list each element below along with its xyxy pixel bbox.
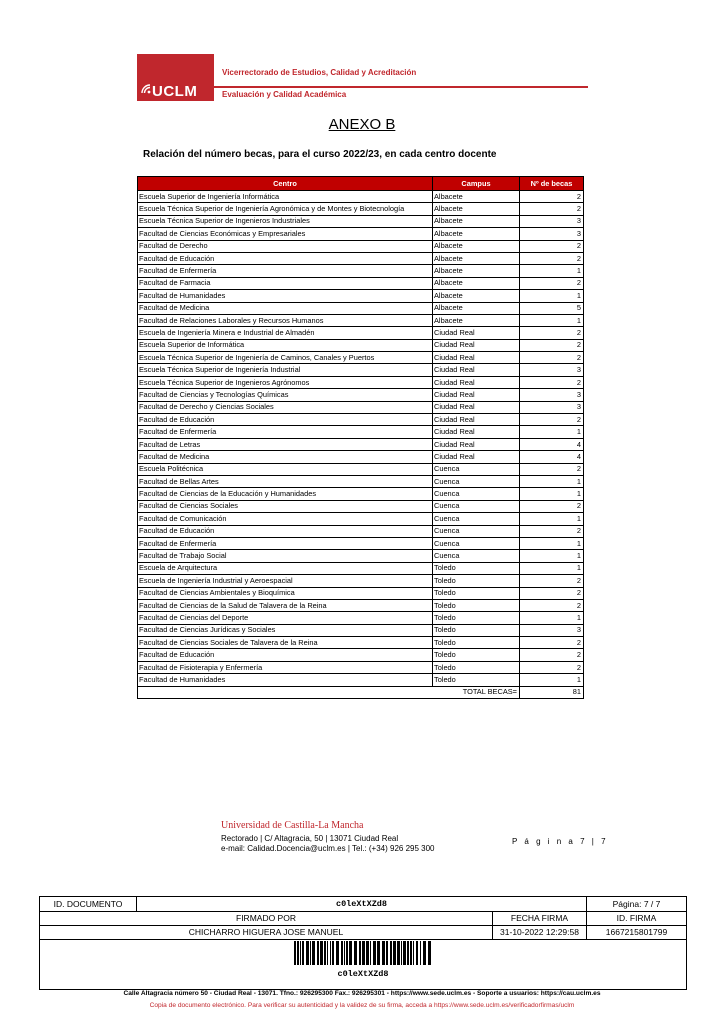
id-document-value: c0leXtXZd8 [137,897,587,911]
barcode-bar [390,941,392,965]
becas-cell: 3 [520,228,584,240]
campus-cell: Ciudad Real [433,426,520,438]
centro-cell: Facultad de Ciencias y Tecnologías Químicas [138,389,433,401]
centro-cell: Facultad de Medicina [138,451,433,463]
becas-cell: 1 [520,513,584,525]
barcode-bar [330,941,331,965]
barcode-bar [370,941,371,965]
campus-cell: Albacete [433,191,520,203]
table-row [138,302,584,314]
becas-cell: 2 [520,661,584,673]
barcode-bar [397,941,400,965]
campus-cell: Toledo [433,599,520,611]
centro-cell: Facultad de Derecho y Ciencias Sociales [138,401,433,413]
total-label: TOTAL BECAS= [433,686,520,698]
campus-cell: Albacete [433,277,520,289]
table-row [138,314,584,326]
table-row [138,228,584,240]
becas-cell: 2 [520,191,584,203]
becas-cell: 5 [520,302,584,314]
campus-cell: Toledo [433,575,520,587]
table-row [138,352,584,364]
becas-cell: 1 [520,612,584,624]
centro-cell: Escuela Técnica Superior de Ingenieros Agrónomos [138,376,433,388]
becas-cell: 1 [520,562,584,574]
centro-cell: Facultad de Derecho [138,240,433,252]
becas-cell: 2 [520,352,584,364]
campus-cell: Toledo [433,624,520,636]
page-indicator: P á g i n a 7 | 7 [512,837,609,846]
becas-cell: 2 [520,203,584,215]
table-row [138,265,584,277]
becas-cell: 2 [520,587,584,599]
table-row [138,674,584,686]
becas-cell: 1 [520,537,584,549]
barcode-bar [346,941,348,965]
centro-cell: Facultad de Ciencias del Deporte [138,612,433,624]
campus-cell: Ciudad Real [433,364,520,376]
table-row [138,215,584,227]
table-row [138,525,584,537]
table-row [138,513,584,525]
becas-cell: 3 [520,389,584,401]
barcode-bar [306,941,309,965]
centro-cell: Facultad de Educación [138,252,433,264]
barcode-bar [324,941,326,965]
table-row [138,364,584,376]
centro-cell: Facultad de Bellas Artes [138,475,433,487]
campus-cell: Ciudad Real [433,376,520,388]
header-centro: Centro [138,177,433,191]
becas-cell: 2 [520,599,584,611]
centro-cell: Escuela Politécnica [138,463,433,475]
campus-cell: Toledo [433,612,520,624]
barcode-bar [300,941,301,965]
centro-cell: Facultad de Trabajo Social [138,550,433,562]
barcode-bar [403,941,406,965]
table-row [138,451,584,463]
centro-cell: Facultad de Educación [138,525,433,537]
barcode-bar [382,941,385,965]
becas-cell: 2 [520,376,584,388]
table-row [138,389,584,401]
signature-row-values [40,925,686,940]
header-becas: Nº de becas [520,177,584,191]
barcode-bar [327,941,328,965]
campus-cell: Albacete [433,314,520,326]
wifi-wave-icon [141,84,151,94]
table-row [138,599,584,611]
table-body [138,191,584,699]
campus-cell: Toledo [433,562,520,574]
becas-cell: 4 [520,438,584,450]
centro-cell: Escuela de Arquitectura [138,562,433,574]
table-row [138,376,584,388]
centro-cell: Facultad de Comunicación [138,513,433,525]
centro-cell: Facultad de Relaciones Laborales y Recursos Humanos [138,314,433,326]
campus-cell: Albacete [433,215,520,227]
table-header-row [138,177,584,191]
centro-cell: Escuela Superior de Ingeniería Informática [138,191,433,203]
table-row [138,637,584,649]
barcode-image [294,941,432,965]
table-row [138,550,584,562]
barcode-bar [407,941,409,965]
barcode-bar [344,941,345,965]
header-campus: Campus [433,177,520,191]
centro-cell: Facultad de Enfermería [138,426,433,438]
barcode-bar [428,941,431,965]
becas-cell: 2 [520,252,584,264]
centro-cell: Facultad de Educación [138,649,433,661]
table-row [138,277,584,289]
campus-cell: Cuenca [433,463,520,475]
campus-cell: Toledo [433,637,520,649]
centro-cell: Escuela de Ingeniería Industrial y Aeroespacial [138,575,433,587]
becas-cell: 2 [520,637,584,649]
header-title: Vicerrectorado de Estudios, Calidad y Acreditación [222,68,417,77]
barcode-bar [332,941,334,965]
logo-text: UCLM [152,83,198,100]
table-row [138,191,584,203]
barcode-bar [341,941,343,965]
campus-cell: Ciudad Real [433,352,520,364]
sign-date-value: 31-10-2022 12:29:58 [493,925,587,939]
barcode-bar [354,941,357,965]
barcode-bar [386,941,388,965]
becas-cell: 2 [520,500,584,512]
becas-cell: 1 [520,475,584,487]
table-row [138,649,584,661]
centro-cell: Escuela Superior de Informática [138,339,433,351]
becas-cell: 2 [520,575,584,587]
barcode-bar [294,941,296,965]
barcode-bar [359,941,361,965]
table-row [138,401,584,413]
table-row [138,488,584,500]
table-row [138,414,584,426]
becas-cell: 4 [520,451,584,463]
footer-verification: Copia de documento electrónico. Para verificar su autenticidad y la validez de su firma, acceda a https://www.sede.uclm.es/verificadorfirmas/uclm [149,1002,575,1009]
campus-cell: Ciudad Real [433,451,520,463]
centro-cell: Escuela de Ingeniería Minera e Industrial de Almadén [138,327,433,339]
centro-cell: Escuela Técnica Superior de Ingeniería Industrial [138,364,433,376]
centro-cell: Facultad de Ciencias Jurídicas y Sociales [138,624,433,636]
becas-cell: 2 [520,327,584,339]
centro-cell: Facultad de Enfermería [138,537,433,549]
campus-cell: Albacete [433,252,520,264]
barcode-bar [297,941,299,965]
campus-cell: Toledo [433,674,520,686]
campus-cell: Albacete [433,228,520,240]
centro-cell: Facultad de Educación [138,414,433,426]
campus-cell: Albacete [433,240,520,252]
barcode-bar [317,941,319,965]
campus-cell: Ciudad Real [433,389,520,401]
barcode-bar [320,941,323,965]
relation-title: Relación del número becas, para el curso 2022/23, en cada centro docente [143,149,497,160]
total-value: 81 [520,686,584,698]
becas-cell: 2 [520,277,584,289]
campus-cell: Ciudad Real [433,438,520,450]
table-row [138,339,584,351]
table-row [138,661,584,673]
total-blank [138,686,433,698]
table-row [138,575,584,587]
campus-cell: Albacete [433,290,520,302]
becas-cell: 3 [520,215,584,227]
table-row [138,203,584,215]
sign-date-label: FECHA FIRMA [493,911,587,925]
header-subtitle: Evaluación y Calidad Académica [222,90,347,99]
centro-cell: Facultad de Ciencias Sociales [138,500,433,512]
campus-cell: Albacete [433,203,520,215]
centro-cell: Facultad de Fisioterapia y Enfermería [138,661,433,673]
centro-cell: Facultad de Ciencias Económicas y Empresariales [138,228,433,240]
becas-cell: 2 [520,525,584,537]
centro-cell: Facultad de Humanidades [138,674,433,686]
campus-cell: Toledo [433,649,520,661]
campus-cell: Ciudad Real [433,414,520,426]
becas-cell: 1 [520,426,584,438]
campus-cell: Cuenca [433,550,520,562]
table-row [138,327,584,339]
table-row [138,290,584,302]
university-name: Universidad de Castilla-La Mancha [221,820,364,831]
header-divider [214,86,588,88]
university-address: Rectorado | C/ Altagracia, 50 | 13071 Ciudad Real [221,834,399,843]
barcode-bar [410,941,412,965]
campus-cell: Albacete [433,302,520,314]
campus-cell: Toledo [433,661,520,673]
signature-row-id [40,897,686,912]
page-label: Página: 7 / 7 [612,899,661,909]
barcode-bar [420,941,421,965]
total-row [138,686,584,698]
campus-cell: Cuenca [433,488,520,500]
campus-cell: Cuenca [433,525,520,537]
centro-cell: Facultad de Ciencias Ambientales y Bioquímica [138,587,433,599]
table-row [138,562,584,574]
becas-cell: 2 [520,240,584,252]
centro-cell: Escuela Técnica Superior de Ingeniería Agronómica y de Montes y Biotecnología [138,203,433,215]
becas-cell: 1 [520,550,584,562]
university-contact: e-mail: Calidad.Docencia@uclm.es | Tel.: (+34) 926 295 300 [221,844,435,853]
barcode-bar [310,941,311,965]
table-row [138,624,584,636]
becas-table [137,176,584,699]
barcode-bar [349,941,352,965]
centro-cell: Facultad de Humanidades [138,290,433,302]
table-row [138,426,584,438]
campus-cell: Cuenca [433,537,520,549]
uclm-logo [137,54,214,101]
centro-cell: Escuela Técnica Superior de Ingeniería de Caminos, Canales y Puertos [138,352,433,364]
campus-cell: Ciudad Real [433,327,520,339]
campus-cell: Ciudad Real [433,339,520,351]
table-row [138,463,584,475]
table-row [138,240,584,252]
centro-cell: Facultad de Ciencias de la Educación y Humanidades [138,488,433,500]
id-document-label: ID. DOCUMENTO [40,897,137,911]
becas-cell: 3 [520,401,584,413]
barcode-bar [302,941,304,965]
sign-id-label: ID. FIRMA [616,913,657,923]
signature-row-labels [40,911,686,926]
becas-cell: 2 [520,649,584,661]
barcode-bar [416,941,418,965]
table-row [138,500,584,512]
barcode-bar [377,941,380,965]
becas-cell: 2 [520,414,584,426]
table-row [138,475,584,487]
annex-title: ANEXO B [328,116,396,133]
barcode-bar [401,941,402,965]
sign-id-value: 1667215801799 [605,927,668,937]
table-row [138,438,584,450]
campus-cell: Cuenca [433,500,520,512]
barcode-bar [423,941,426,965]
footer-address: Calle Altagracia número 50 - Ciudad Real - 13071. Tfno.: 926295300 Fax.: 926295301 - https://www.sede.uclm.es - Soporte a usuarios: https://cau.uclm.es [123,990,601,997]
barcode-bar [373,941,376,965]
barcode-bar [312,941,315,965]
barcode-bar [393,941,396,965]
barcode-bar [413,941,414,965]
centro-cell: Facultad de Ciencias de la Salud de Talavera de la Reina [138,599,433,611]
becas-cell: 2 [520,339,584,351]
table-row [138,587,584,599]
signed-by-label: FIRMADO POR [40,911,493,925]
barcode-bar [366,941,369,965]
centro-cell: Facultad de Medicina [138,302,433,314]
becas-cell: 1 [520,265,584,277]
campus-cell: Toledo [433,587,520,599]
centro-cell: Facultad de Enfermería [138,265,433,277]
becas-cell: 1 [520,314,584,326]
becas-cell: 3 [520,624,584,636]
signer-name: CHICHARRO HIGUERA JOSE MANUEL [40,925,493,939]
barcode-bar [362,941,365,965]
table-row [138,537,584,549]
campus-cell: Albacete [433,265,520,277]
becas-cell: 1 [520,290,584,302]
becas-cell: 1 [520,488,584,500]
becas-cell: 1 [520,674,584,686]
centro-cell: Facultad de Ciencias Sociales de Talavera de la Reina [138,637,433,649]
becas-cell: 3 [520,364,584,376]
table-row [138,252,584,264]
signature-box [39,896,687,990]
campus-cell: Cuenca [433,475,520,487]
barcode-bar [336,941,339,965]
becas-cell: 2 [520,463,584,475]
table-row [138,612,584,624]
campus-cell: Ciudad Real [433,401,520,413]
centro-cell: Escuela Técnica Superior de Ingenieros Industriales [138,215,433,227]
centro-cell: Facultad de Farmacia [138,277,433,289]
centro-cell: Facultad de Letras [138,438,433,450]
barcode-text: c0leXtXZd8 [337,969,389,979]
campus-cell: Cuenca [433,513,520,525]
